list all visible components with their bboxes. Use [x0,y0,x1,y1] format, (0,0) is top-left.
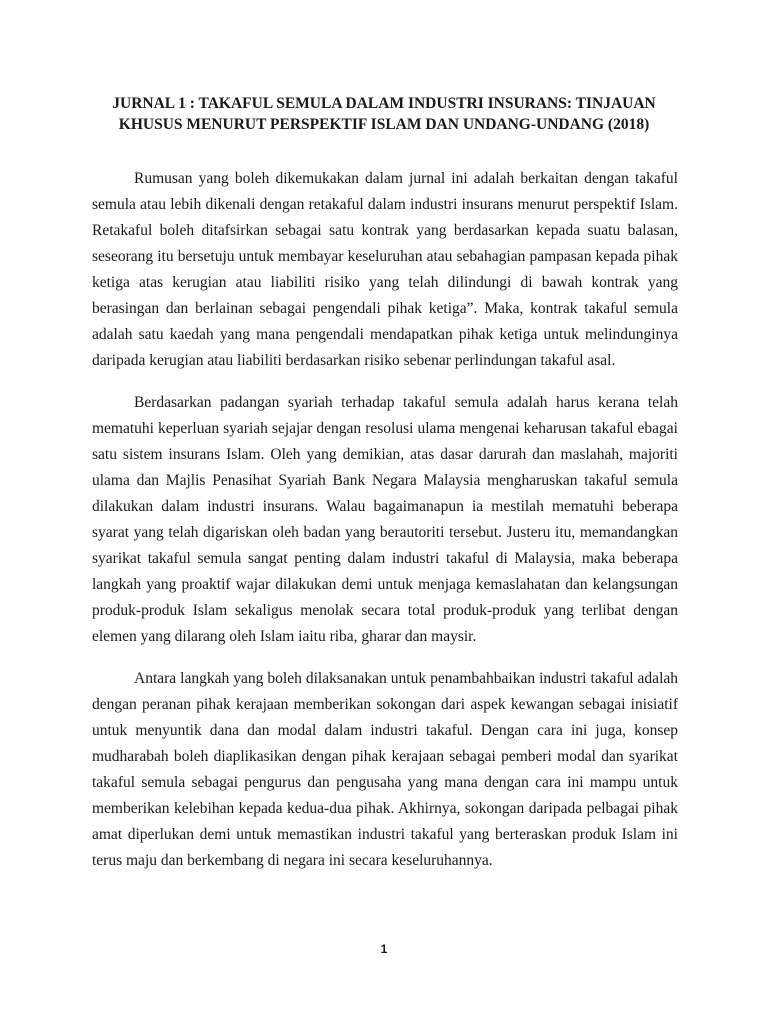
title-line-2: KHUSUS MENURUT PERSPEKTIF ISLAM DAN UNDANG-UNDANG (2018) [118,116,650,133]
document-body [92,166,678,890]
document-title [92,93,676,135]
page-number: 1 [380,942,388,956]
paragraph-1: Rumusan yang boleh dikemukakan dalam jurnal ini adalah berkaitan dengan takaful semula atau lebih dikenali dengan retakaful dalam industri insurans menurut perspektif Islam. Retakaful boleh ditafsirkan sebagai satu kontrak yang berdasarkan kepada suatu balasan, seseorang itu bersetuju untuk membayar keseluruhan atau sebahagian pampasan kepada pihak ketiga atas kerugian atau liabiliti risiko yang telah dilindungi di bawah kontrak yang berasingan dan berlainan sebagai pengendali pihak ketiga”. Maka, kontrak takaful semula adalah satu kaedah yang mana pengendali mendapatkan pihak ketiga untuk melindunginya daripada kerugian atau liabiliti berdasarkan risiko sebenar perlindungan takaful asal. [92,170,678,369]
paragraph-3: Antara langkah yang boleh dilaksanakan untuk penambahbaikan industri takaful adalah dengan peranan pihak kerajaan memberikan sokongan dari aspek kewangan sebagai inisiatif untuk menyuntik dana dan modal dalam industri takaful. Dengan cara ini juga, konsep mudharabah boleh diaplikasikan dengan pihak kerajaan sebagai pemberi modal dan syarikat takaful semula sebagai pengurus dan pengusaha yang mana dengan cara ini mampu untuk memberikan kelebihan kepada kedua-dua pihak. Akhirnya, sokongan daripada pelbagai pihak amat diperlukan demi untuk memastikan industri takaful yang berteraskan produk Islam ini terus maju dan berkembang di negara ini secara keseluruhannya. [92,670,678,869]
paragraph-2: Berdasarkan padangan syariah terhadap takaful semula adalah harus kerana telah mematuhi keperluan syariah sejajar dengan resolusi ulama mengenai keharusan takaful ebagai satu sistem insurans Islam. Oleh yang demikian, atas dasar darurah dan maslahah, majoriti ulama dan Majlis Penasihat Syariah Bank Negara Malaysia mengharuskan takaful semula dilakukan dalam industri insurans. Walau bagaimanapun ia mestilah mematuhi beberapa syarat yang telah digariskan oleh badan yang berautoriti tersebut. Justeru itu, memandangkan syarikat takaful semula sangat penting dalam industri takaful di Malaysia, maka beberapa langkah yang proaktif wajar dilakukan demi untuk menjaga kemaslahatan dan kelangsungan produk-produk Islam sekaligus menolak secara total produk-produk yang terlibat dengan elemen yang dilarang oleh Islam iaitu riba, gharar dan maysir. [92,394,678,645]
title-line-1: JURNAL 1 : TAKAFUL SEMULA DALAM INDUSTRI INSURANS: TINJAUAN [112,95,656,112]
